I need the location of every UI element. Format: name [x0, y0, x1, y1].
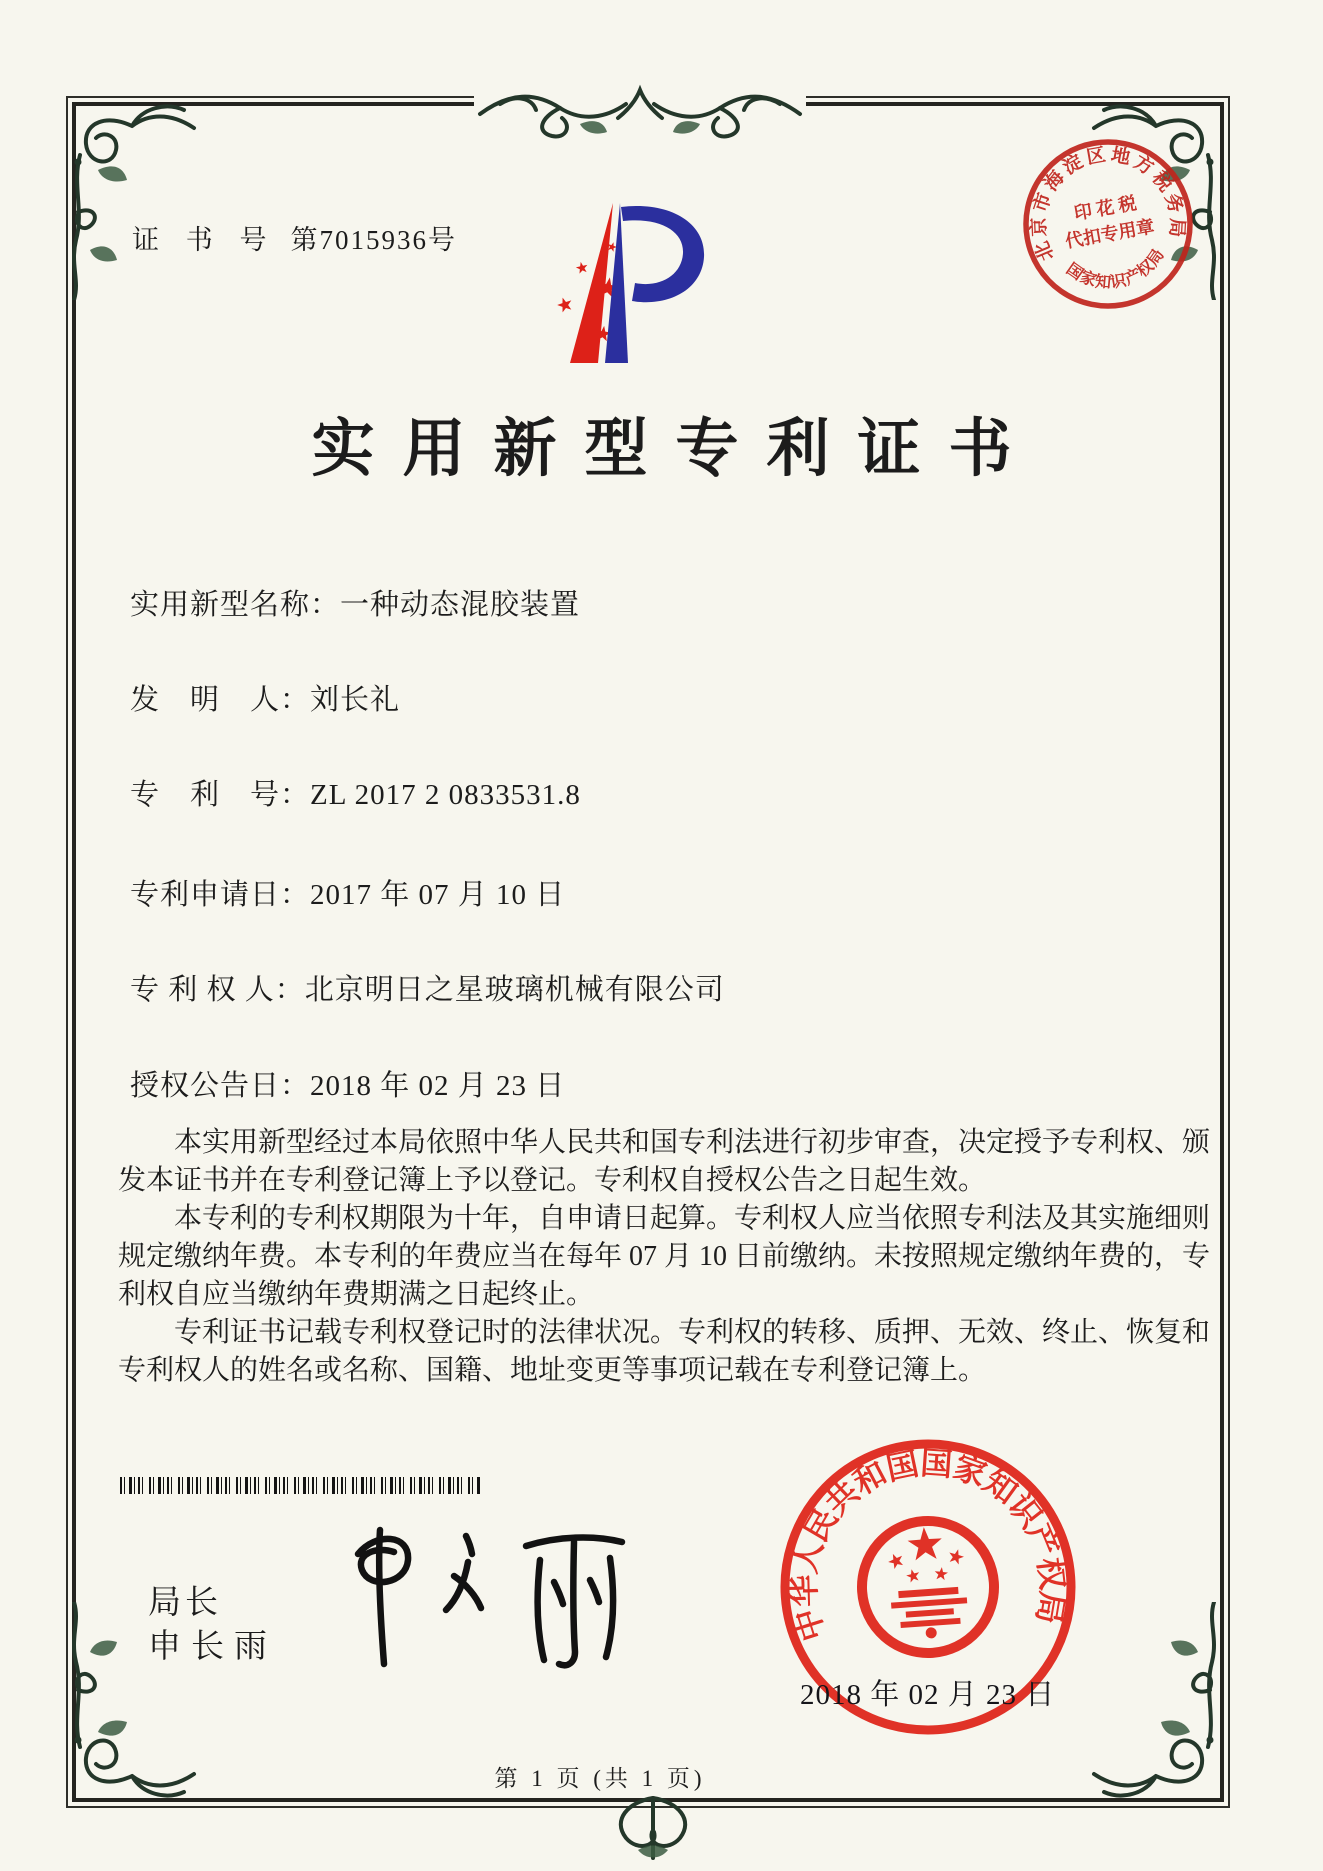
field-value: 北京明日之星玻璃机械有限公司	[304, 974, 725, 1006]
tax-stamp-seal	[1004, 120, 1213, 329]
certificate-number-label: 证 书 号	[132, 225, 277, 255]
legal-text-block	[118, 1124, 1210, 1390]
logo-red-wedge	[570, 203, 613, 363]
seal-arc-text: 中华人民共和国国家知识产权局	[785, 1444, 1071, 1646]
field-value: 2018 年 02 月 23 日	[310, 1070, 566, 1102]
patent-office-logo-icon	[520, 195, 740, 370]
corner-flourish-top-left	[62, 100, 202, 300]
page-number: 第 1 页 (共 1 页)	[494, 1766, 706, 1791]
field-value: 刘长礼	[310, 684, 401, 716]
field-filing-date	[130, 872, 565, 913]
seal-date: 2018 年 02 月 23 日	[800, 1679, 1056, 1711]
tax-stamp-center-line2: 代扣专用章	[1063, 216, 1156, 252]
field-label: 专利申请日：	[130, 879, 311, 911]
logo-blue-bowl	[621, 206, 704, 302]
field-label: 实用新型名称：	[130, 589, 341, 621]
legal-paragraph-2: 本专利的专利权期限为十年，自申请日起算。专利权人应当依照专利法及其实施细则规定缴纳年费。本专利的年费应当在每年 07 月 10 日前缴纳。未按照规定缴纳年费的，专利权自应当缴纳年费期满之日起终止。	[118, 1203, 1211, 1310]
field-patentee	[130, 967, 725, 1008]
field-grant-date	[130, 1063, 565, 1104]
top-center-flourish	[440, 74, 840, 154]
field-value: 2017 年 07 月 10 日	[310, 879, 566, 911]
barcode	[120, 1477, 480, 1494]
bottom-center-flourish	[568, 1792, 738, 1871]
certificate-title: 实用新型专利证书	[311, 414, 1040, 484]
legal-paragraph-1: 本实用新型经过本局依照中华人民共和国专利法进行初步审查，决定授予专利权、颁发本证书并在专利登记簿上予以登记。专利权自授权公告之日起生效。	[118, 1127, 1211, 1196]
national-emblem-icon	[858, 1517, 999, 1658]
officer-name: 申长雨	[148, 1627, 277, 1664]
field-label: 专 利 权 人：	[130, 974, 305, 1006]
officer-title: 局长	[148, 1583, 222, 1620]
legal-paragraph-3: 专利证书记载专利权登记时的法律状况。专利权的转移、质押、无效、终止、恢复和专利权人的姓名或名称、国籍、地址变更等事项记载在专利登记簿上。	[118, 1317, 1211, 1386]
field-value: ZL 2017 2 0833531.8	[310, 779, 581, 811]
certificate-number	[132, 218, 457, 257]
field-value: 一种动态混胶装置	[340, 589, 581, 621]
field-label: 授权公告日：	[130, 1070, 311, 1102]
certificate-number-value: 第7015936号	[290, 225, 457, 255]
field-patent-number	[130, 772, 581, 813]
tax-stamp-center-line1: 印 花 税	[1072, 192, 1138, 224]
tax-stamp-bottom-arc-text: 国家知识产权局	[1062, 246, 1168, 292]
field-inventor	[130, 677, 400, 718]
commissioner-signature	[318, 1502, 658, 1682]
corner-flourish-bottom-right	[1086, 1602, 1226, 1802]
field-label: 专 利 号：	[130, 779, 311, 811]
tax-stamp-top-arc-text: 北京市海淀区地方税务局	[1028, 144, 1188, 264]
field-utility-model-name	[130, 582, 580, 623]
field-label: 发 明 人：	[130, 684, 311, 716]
